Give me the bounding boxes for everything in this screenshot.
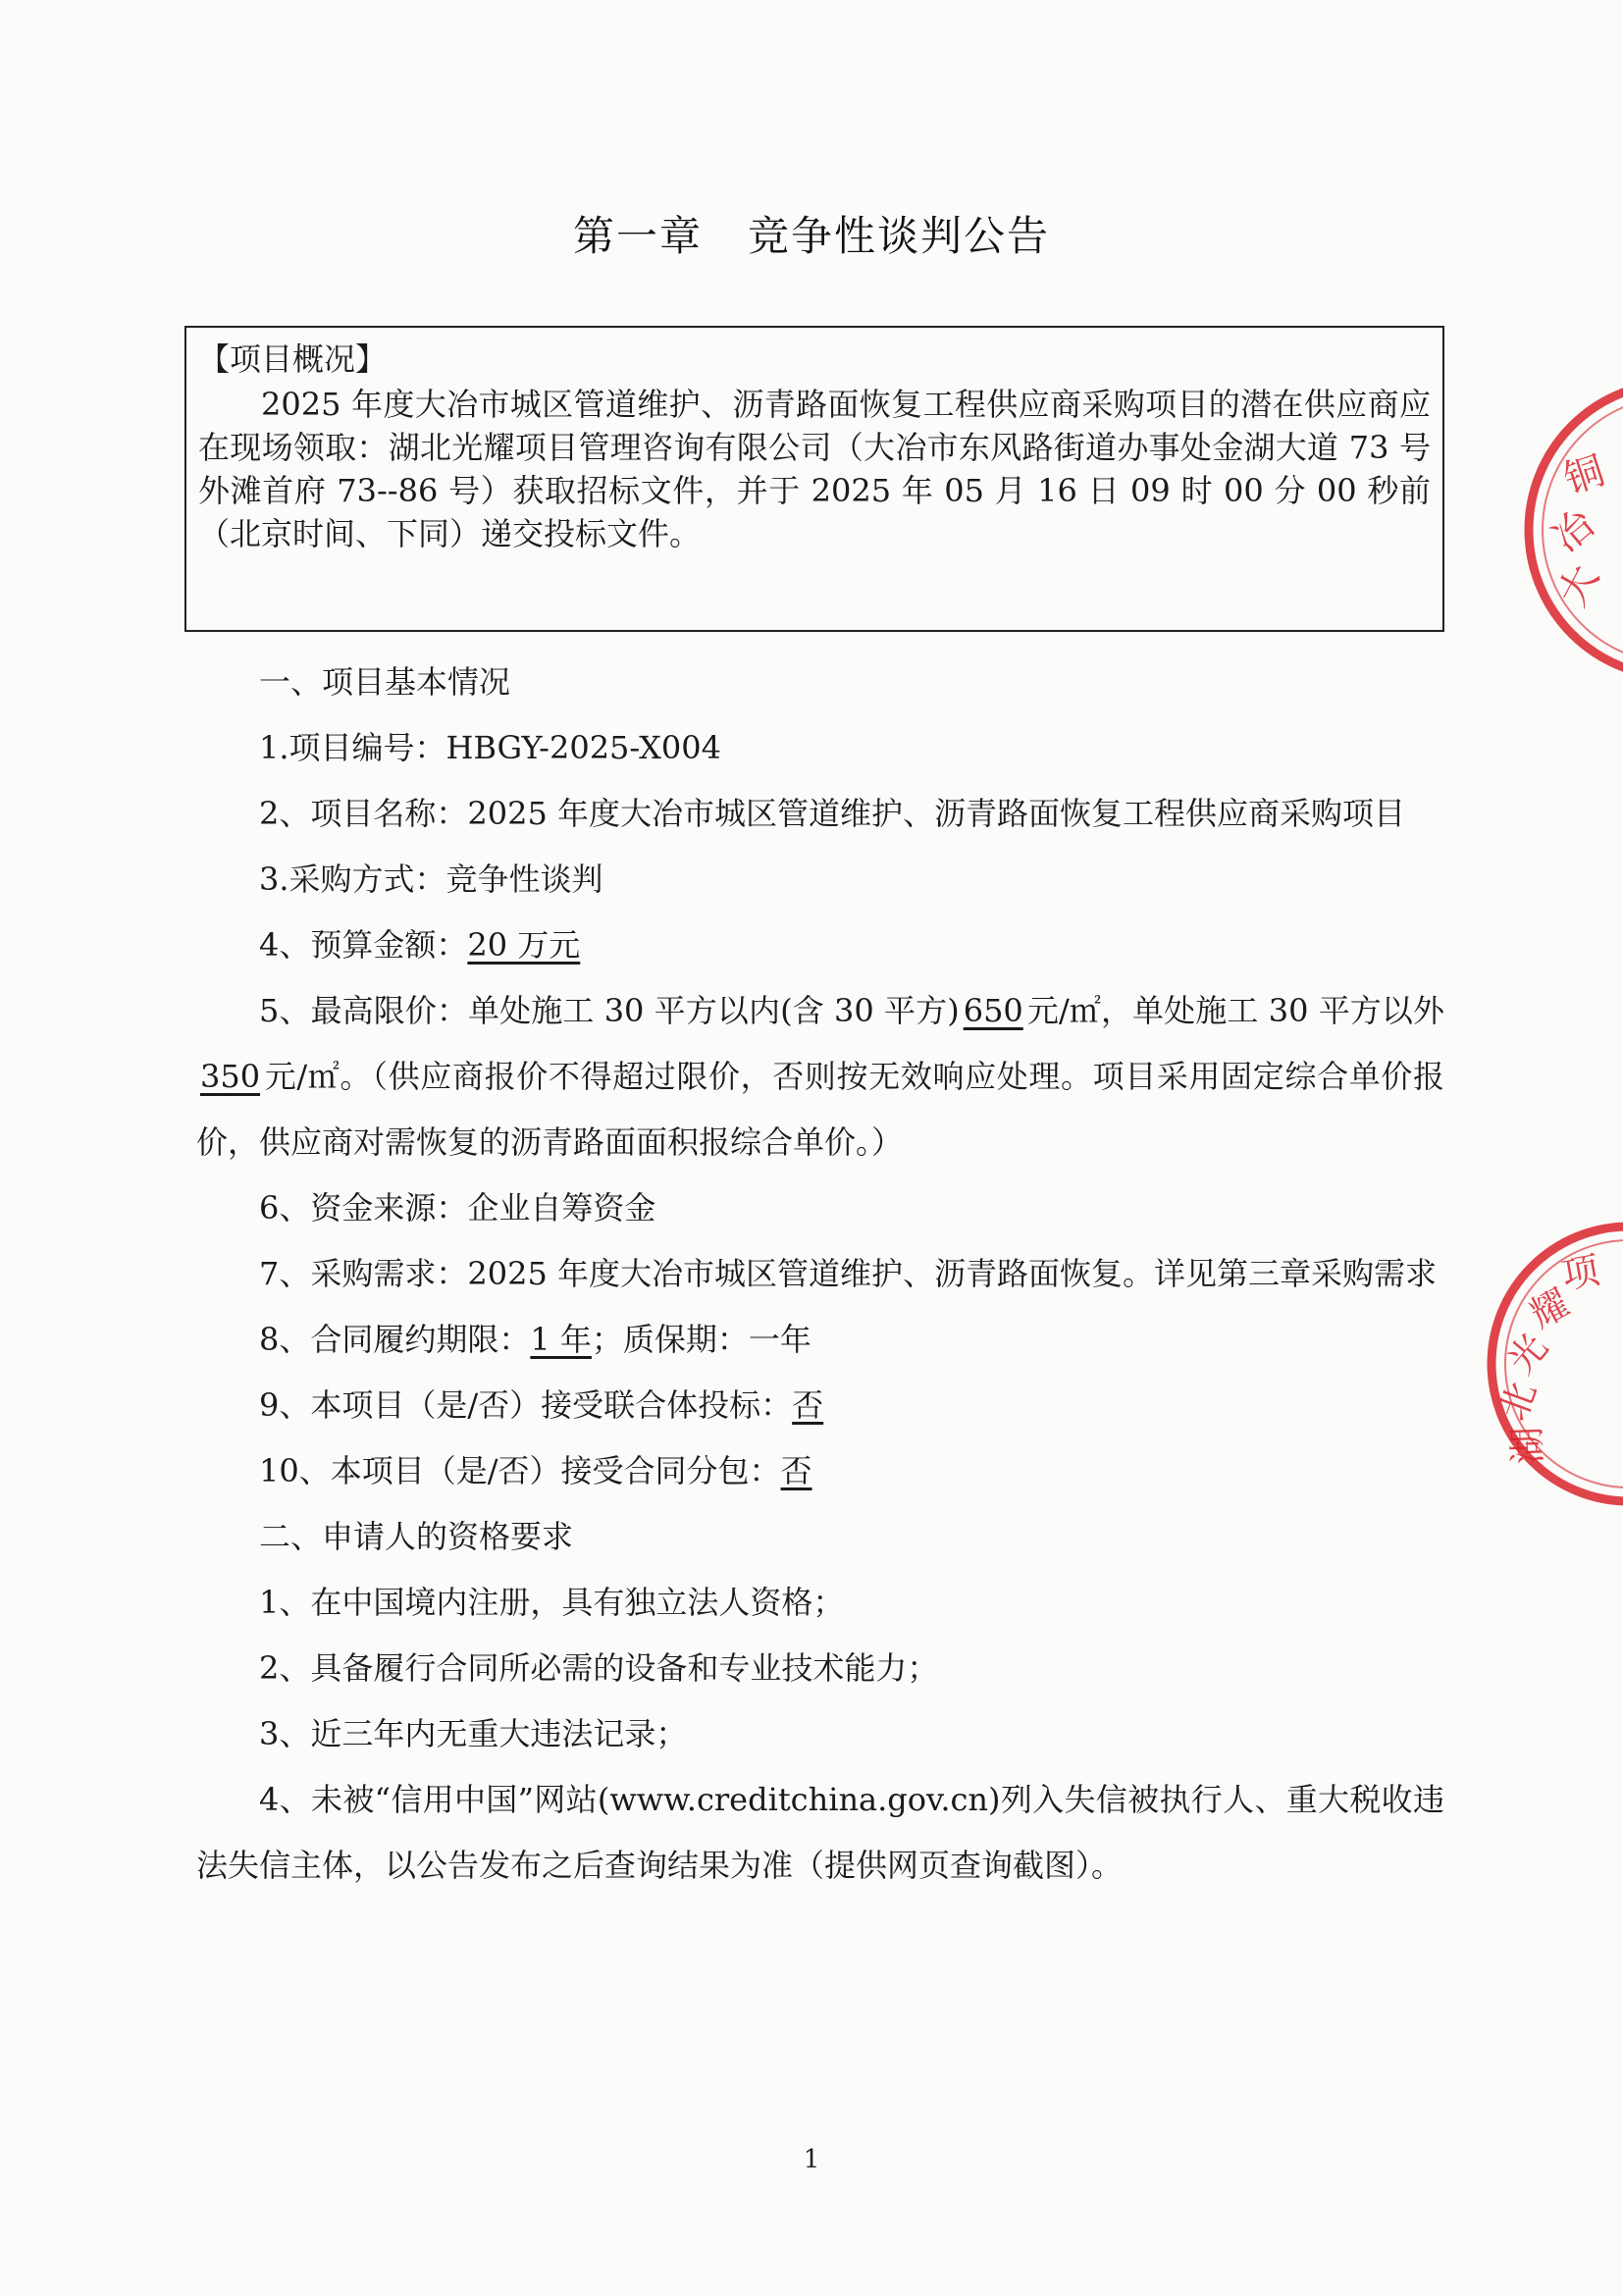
project-number: 1.项目编号：HBGY-2025-X004 xyxy=(259,729,721,766)
svg-text:大: 大 xyxy=(1549,557,1608,614)
subcontracting-value: 否 xyxy=(780,1452,812,1489)
svg-text:湖: 湖 xyxy=(1504,1426,1550,1465)
consortium-value: 否 xyxy=(792,1386,824,1424)
svg-text:北: 北 xyxy=(1491,1376,1545,1427)
qualification-item: 3、近三年内无重大违法记录； xyxy=(259,1715,688,1752)
max-price-limit: 5、最高限价：单处施工 30 平方以内(含 30 平方) 650 元/㎡，单处施工 30 平方以外350 元/㎡。（供应商报价不得超过限价，否则按无效响应处理。项目采用固定综合单价报价，供应商对需恢复的沥青路面面积报综合单价。） xyxy=(196,992,1444,1161)
overview-heading: 【项目概况】 xyxy=(198,340,388,378)
contract-period-value: 1 年 xyxy=(530,1321,592,1358)
procurement-method: 3.采购方式：竞争性谈判 xyxy=(259,861,603,898)
price-outside-30: 350 xyxy=(200,1058,261,1095)
fund-source: 6、资金来源：企业自筹资金 xyxy=(259,1189,656,1226)
overview-body: 2025 年度大冶市城区管道维护、沥青路面恢复工程供应商采购项目的潜在供应商应在现场领取：湖北光耀项目管理咨询有限公司（大冶市东风路街道办事处金湖大道 73 号外滩首府 73--86 号）获取招标文件，并于 2025 年 05 月 16 日 09 时 00 分 00 秒前（北京时间、下同）递交投标文件。 xyxy=(198,386,1431,552)
budget-amount: 4、预算金额：20 万元 xyxy=(259,926,581,964)
notice-body xyxy=(196,650,1444,1899)
chapter-title: 竞争性谈判公告 xyxy=(748,212,1051,260)
procurement-requirement: 7、采购需求：2025 年度大冶市城区管道维护、沥青路面恢复。详见第三章采购需求 xyxy=(259,1255,1437,1292)
budget-value: 20 万元 xyxy=(467,926,581,964)
project-name: 2、项目名称：2025 年度大冶市城区管道维护、沥青路面恢复工程供应商采购项目 xyxy=(259,795,1405,832)
svg-text:项: 项 xyxy=(1558,1248,1603,1298)
svg-text:光: 光 xyxy=(1498,1325,1556,1383)
price-inside-30: 650 xyxy=(963,992,1023,1029)
qualification-item: 1、在中国境内注册，具有独立法人资格； xyxy=(259,1584,845,1621)
subcontracting: 10、本项目（是/否）接受合同分包：否 xyxy=(259,1452,812,1489)
company-seal-bottom xyxy=(1472,1217,1623,1511)
section-heading-basic-info: 一、项目基本情况 xyxy=(259,663,511,701)
chapter-number: 第一章 xyxy=(572,212,703,260)
company-seal-top xyxy=(1519,373,1623,687)
project-overview-box xyxy=(184,326,1444,632)
qualification-item: 2、具备履行合同所必需的设备和专业技术能力； xyxy=(259,1649,939,1687)
svg-text:冶: 冶 xyxy=(1544,500,1603,561)
section-heading-qualifications: 二、申请人的资格要求 xyxy=(259,1518,574,1555)
page-title xyxy=(0,204,1623,263)
page-number: 1 xyxy=(803,2145,820,2174)
svg-text:铜: 铜 xyxy=(1558,447,1610,503)
qualification-item: 4、未被“信用中国”网站(www.creditchina.gov.cn)列入失信被执行人、重大税收违法失信主体，以公告发布之后查询结果为准（提供网页查询截图）。 xyxy=(196,1781,1444,1884)
consortium-bidding: 9、本项目（是/否）接受联合体投标：否 xyxy=(259,1386,824,1424)
svg-text:耀: 耀 xyxy=(1523,1280,1577,1337)
contract-period: 8、合同履约期限：1 年；质保期：一年 xyxy=(259,1321,812,1358)
